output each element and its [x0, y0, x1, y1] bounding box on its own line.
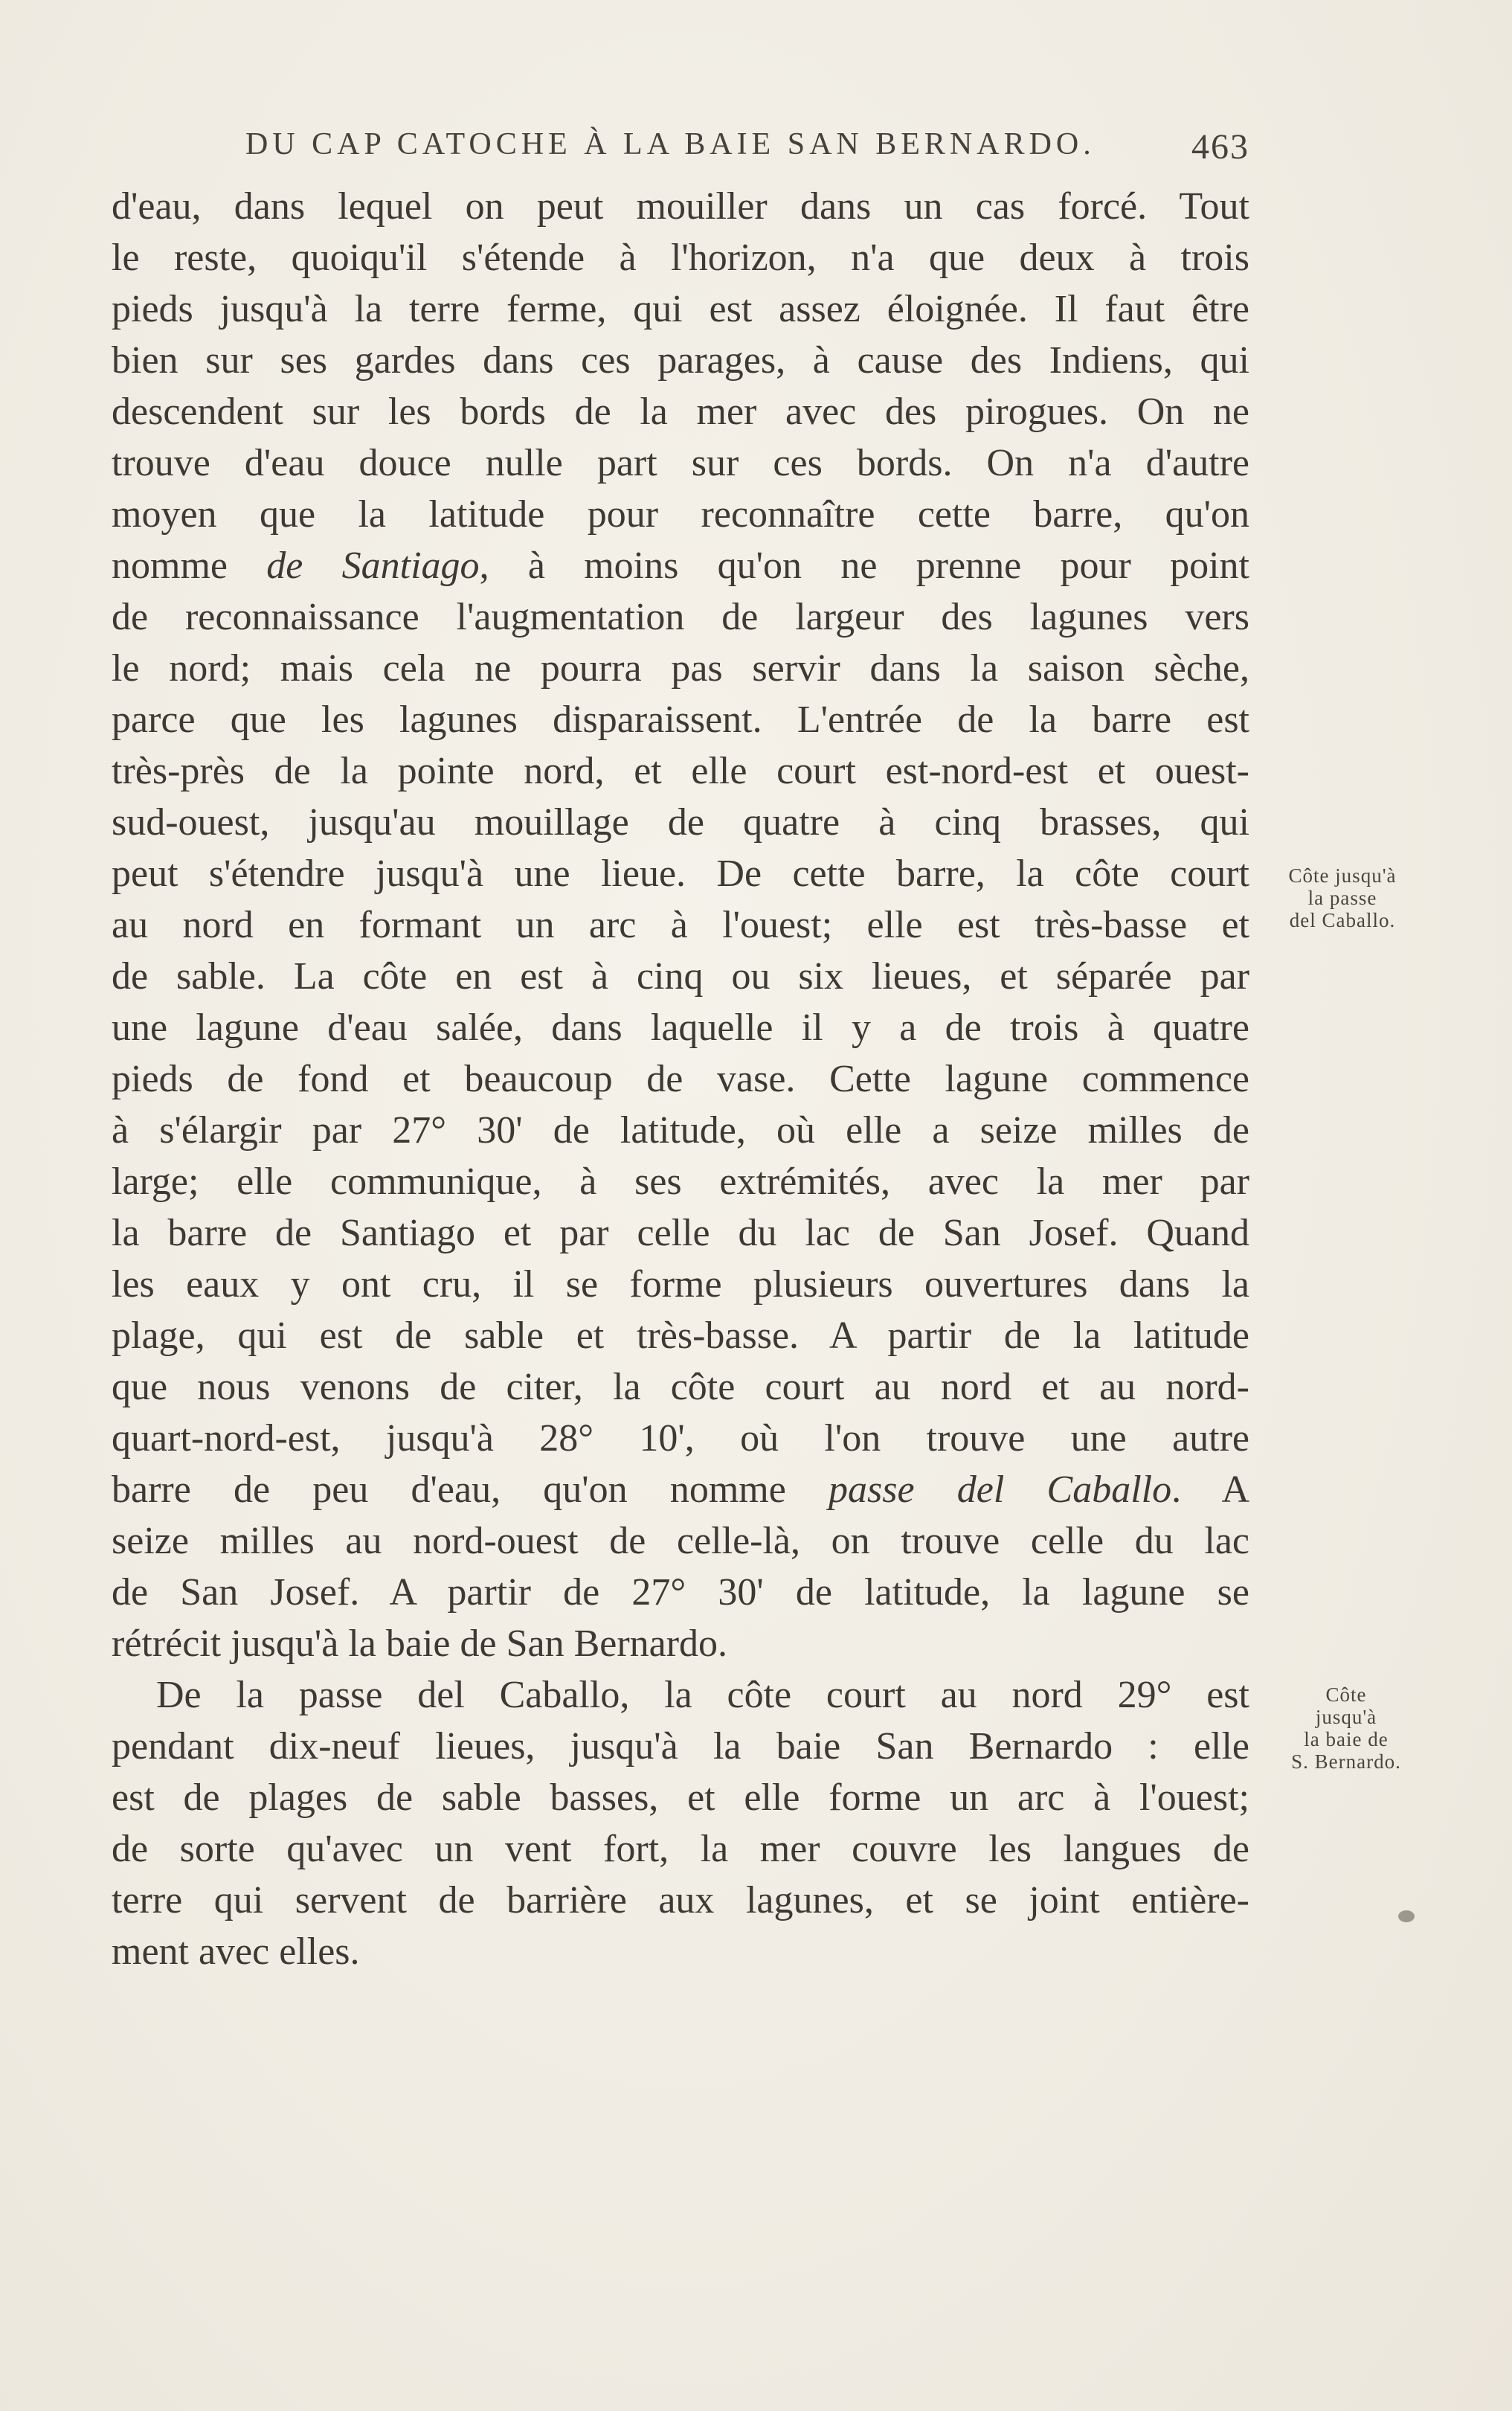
text-line: parce que les lagunes disparaissent. L'entrée de la barre est — [112, 699, 1249, 741]
text-line: trouve d'eau douce nulle part sur ces bords. On n'a d'autre — [112, 442, 1249, 484]
text-segment: . A — [1171, 1468, 1249, 1511]
paper-blemish — [1398, 1910, 1415, 1922]
margin-note-line: la baie de — [1304, 1728, 1389, 1750]
margin-note-line: jusqu'à — [1315, 1706, 1377, 1728]
text-line-with-italic — [112, 540, 1249, 591]
text-line: terre qui servent de barrière aux lagunes, et se joint entière- — [112, 1879, 1249, 1922]
text-line: que nous venons de citer, la côte court au nord et au nord- — [112, 1366, 1249, 1408]
text-line: plage, qui est de sable et très-basse. A partir de la latitude — [112, 1314, 1249, 1357]
text-line: rétrécit jusqu'à la baie de San Bernardo. — [112, 1622, 728, 1665]
text-line: les eaux y ont cru, il se forme plusieurs ouvertures dans la — [112, 1263, 1249, 1306]
text-line: de reconnaissance l'augmentation de largeur des lagunes vers — [112, 596, 1249, 638]
text-segment: , à moins qu'on ne prenne pour point — [479, 545, 1249, 587]
margin-note-line: la passe — [1307, 887, 1377, 909]
text-line: moyen que la latitude pour reconnaître cette barre, qu'on — [112, 493, 1249, 536]
text-segment: nomme — [112, 545, 267, 587]
paragraph-start-line: De la passe del Caballo, la côte court au nord 29° est — [156, 1674, 1249, 1716]
text-line: la barre de Santiago et par celle du lac de San Josef. Quand — [112, 1212, 1249, 1254]
margin-note-cote-caballo — [1257, 864, 1428, 931]
text-line: le nord; mais cela ne pourra pas servir dans la saison sèche, — [112, 647, 1249, 690]
text-line-with-italic — [112, 1464, 1249, 1515]
text-line: pieds jusqu'à la terre ferme, qui est assez éloignée. Il faut être — [112, 288, 1249, 330]
running-title: DU CAP CATOCHE À LA BAIE SAN BERNARDO. — [245, 127, 1096, 161]
margin-note-line: del Caballo. — [1289, 909, 1396, 931]
italic-place-name: de Santiago — [266, 545, 480, 587]
margin-note-line: Côte — [1325, 1683, 1367, 1706]
text-line: d'eau, dans lequel on peut mouiller dans un cas forcé. Tout — [112, 185, 1249, 228]
text-line: très-près de la pointe nord, et elle court est-nord-est et ouest- — [112, 750, 1249, 792]
text-line: de sorte qu'avec un vent fort, la mer couvre les langues de — [112, 1828, 1249, 1870]
text-line: peut s'étendre jusqu'à une lieue. De cette barre, la côte court — [112, 853, 1249, 895]
text-line: ment avec elles. — [112, 1930, 360, 1973]
page-number: 463 — [1191, 127, 1249, 167]
margin-note-line: Côte jusqu'à — [1288, 864, 1397, 887]
running-head — [245, 126, 1249, 171]
text-line: bien sur ses gardes dans ces parages, à cause des Indiens, qui — [112, 339, 1249, 382]
margin-note-line: S. Bernardo. — [1291, 1750, 1401, 1773]
text-line: pendant dix-neuf lieues, jusqu'à la baie San Bernardo : elle — [112, 1725, 1249, 1768]
text-line: quart-nord-est, jusqu'à 28° 10', où l'on trouve une autre — [112, 1417, 1249, 1460]
text-line: le reste, quoiqu'il s'étende à l'horizon, n'a que deux à trois — [112, 237, 1249, 279]
text-line: à s'élargir par 27° 30' de latitude, où elle a seize milles de — [112, 1109, 1249, 1152]
text-line: large; elle communique, à ses extrémités, avec la mer par — [112, 1160, 1249, 1203]
text-line: seize milles au nord-ouest de celle-là, on trouve celle du lac — [112, 1520, 1249, 1562]
text-line: sud-ouest, jusqu'au mouillage de quatre à cinq brasses, qui — [112, 801, 1249, 844]
text-line: descendent sur les bords de la mer avec des pirogues. On ne — [112, 391, 1249, 433]
text-line: est de plages de sable basses, et elle forme un arc à l'ouest; — [112, 1776, 1249, 1819]
text-line: de San Josef. A partir de 27° 30' de latitude, la lagune se — [112, 1571, 1249, 1614]
text-line: pieds de fond et beaucoup de vase. Cette lagune commence — [112, 1058, 1249, 1100]
italic-place-name: passe del Caballo — [829, 1468, 1172, 1511]
text-line: de sable. La côte en est à cinq ou six lieues, et séparée par — [112, 955, 1249, 998]
text-line: au nord en formant un arc à l'ouest; elle est très-basse et — [112, 904, 1249, 946]
text-line: une lagune d'eau salée, dans laquelle il y a de trois à quatre — [112, 1007, 1249, 1049]
text-segment: barre de peu d'eau, qu'on nomme — [112, 1468, 829, 1511]
main-text — [112, 181, 1249, 1977]
margin-note-cote-bernardo — [1264, 1683, 1428, 1773]
